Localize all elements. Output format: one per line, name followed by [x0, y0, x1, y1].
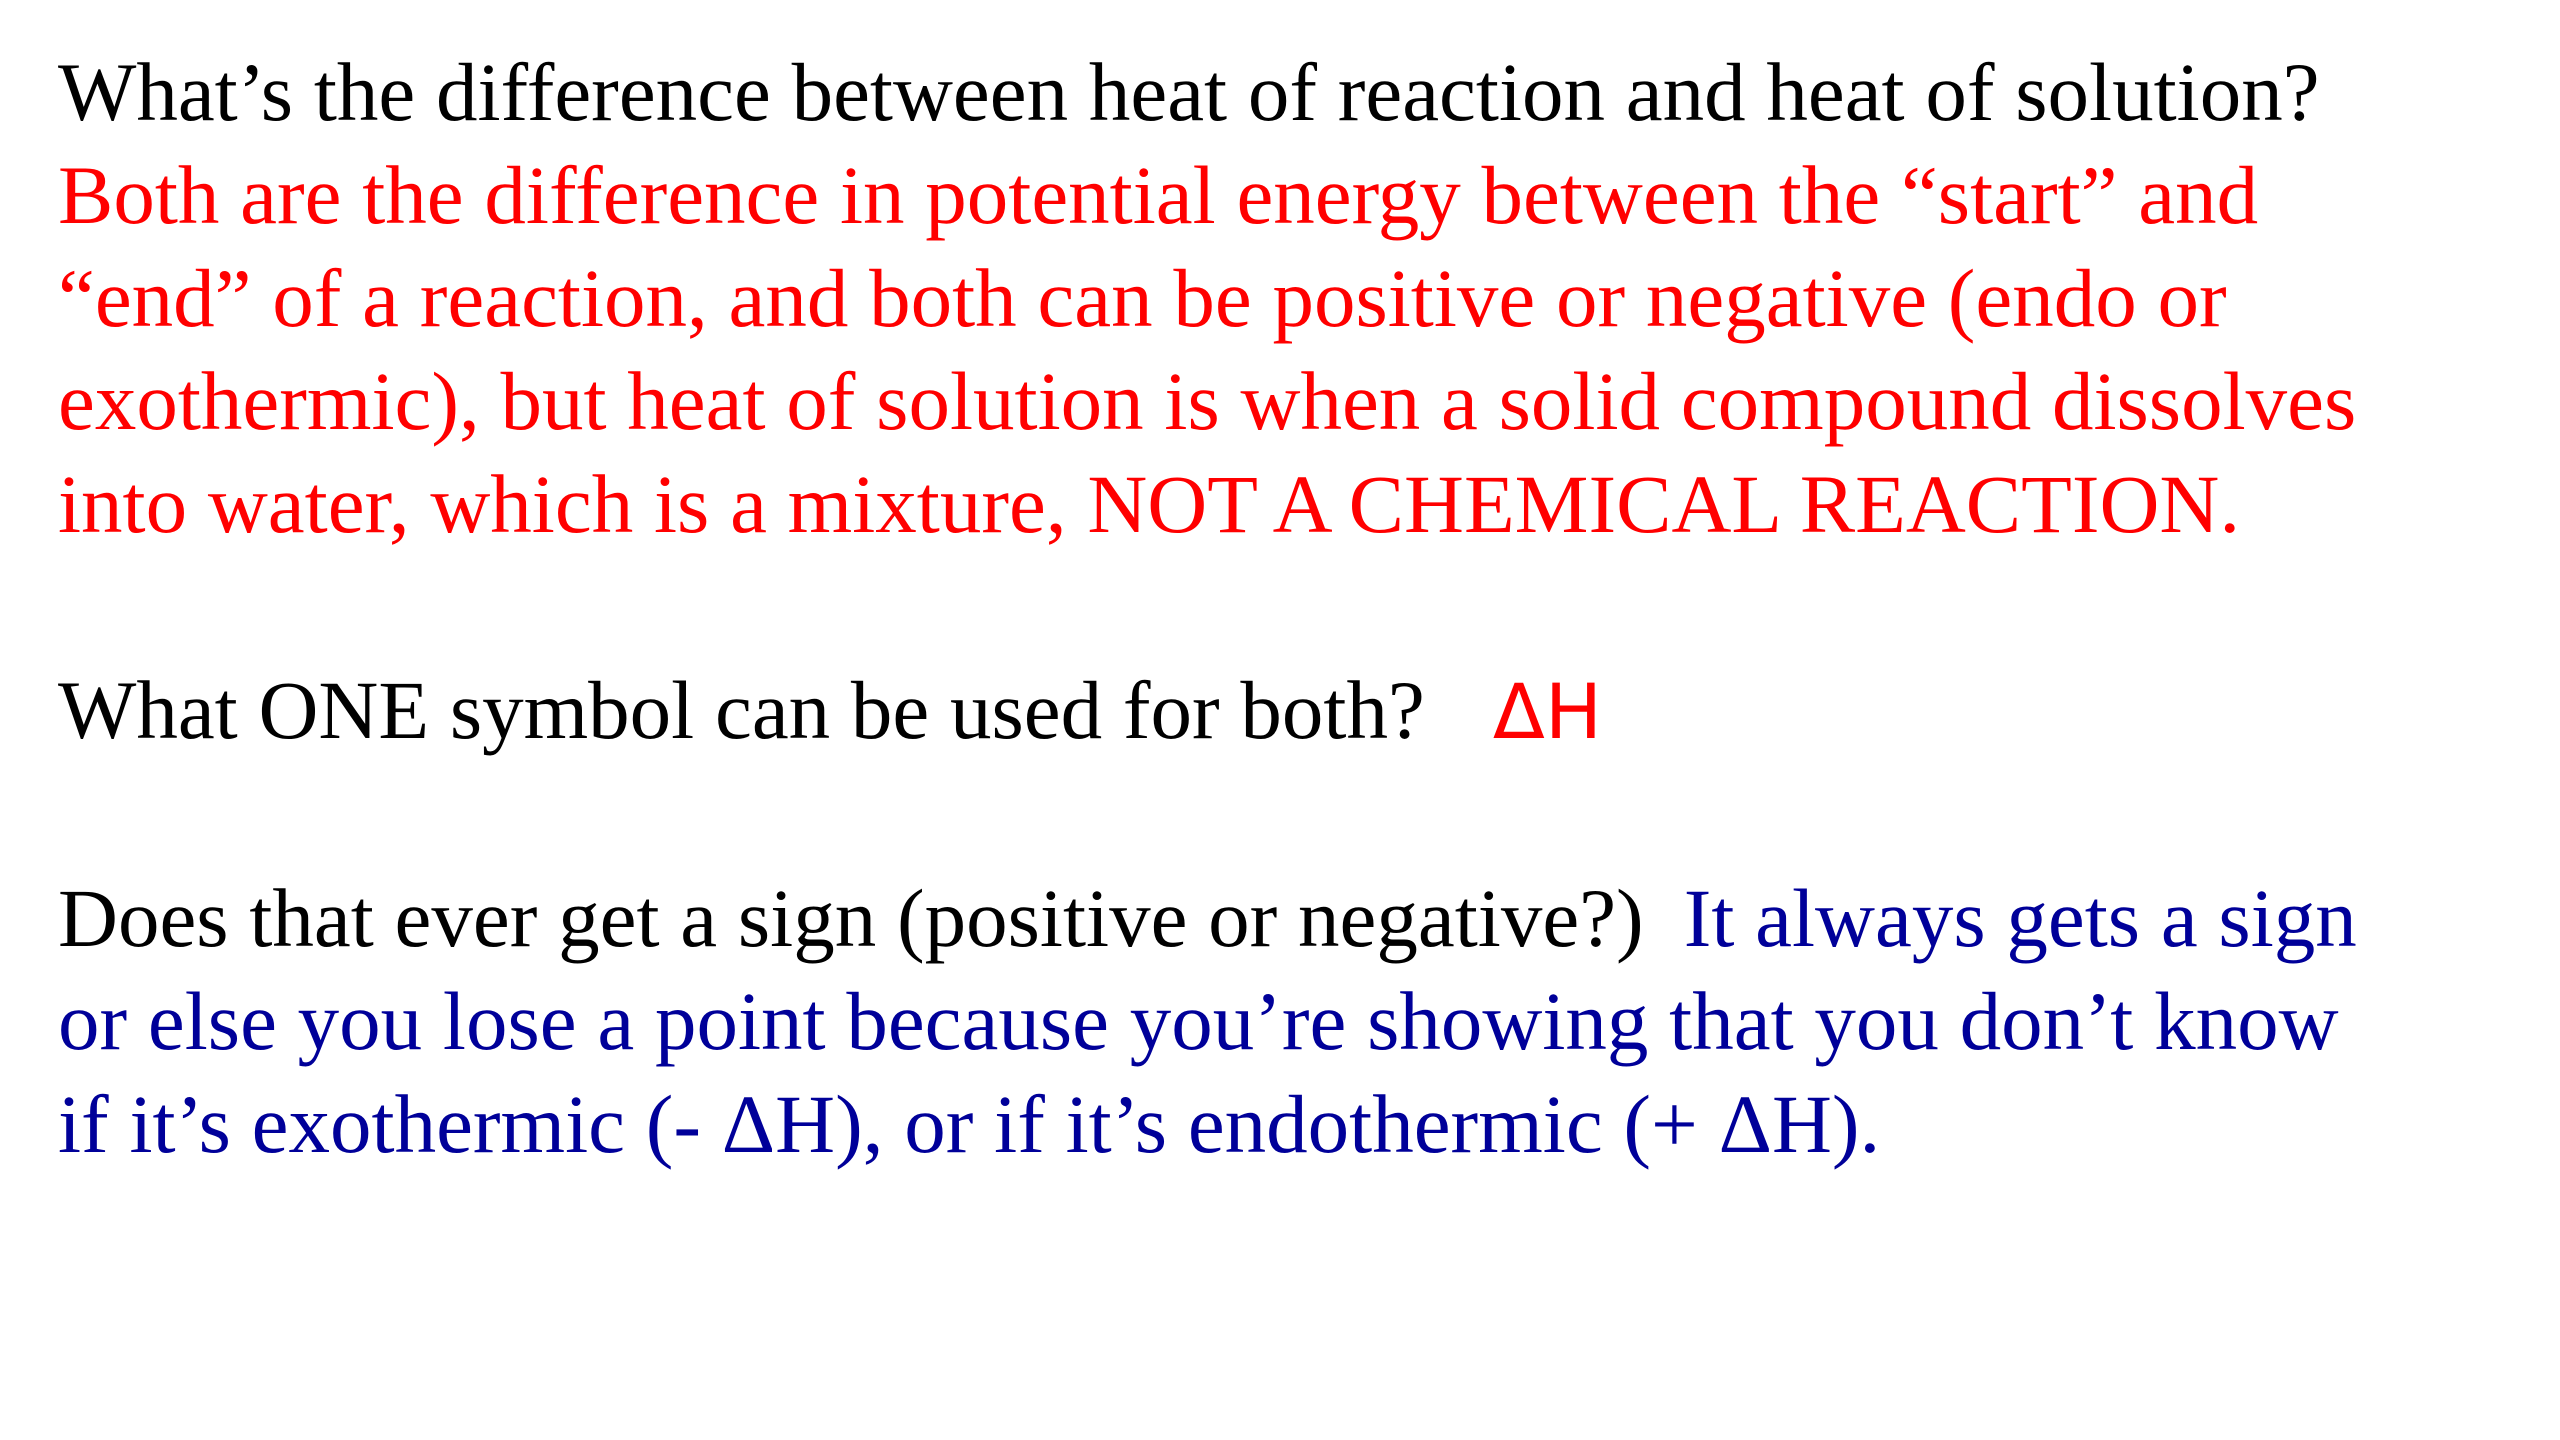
- answer-symbol-delta-h: ΔH: [1492, 667, 1602, 756]
- answer-sign-line-3: if it’s exothermic (- ΔH), or if it’s endothermic (+ ΔH).: [58, 1078, 1881, 1170]
- answer-sign-line-2: or else you lose a point because you’re showing that you don’t know: [58, 975, 2339, 1067]
- answer-heat-difference-line-2: “end” of a reaction, and both can be positive or negative (endo or: [58, 252, 2227, 344]
- answer-sign-inline: It always gets a sign: [1683, 872, 2357, 964]
- question-symbol-line: [58, 660, 1602, 762]
- answer-heat-difference-line-1: Both are the difference in potential energy between the “start” and: [58, 149, 2259, 241]
- question-sign: Does that ever get a sign (positive or negative?): [58, 872, 1644, 964]
- answer-heat-difference-line-4: into water, which is a mixture, NOT A CHEMICAL REACTION.: [58, 458, 2241, 550]
- question-heat-difference: What’s the difference between heat of reaction and heat of solution?: [58, 46, 2320, 138]
- answer-heat-difference-line-3: exothermic), but heat of solution is when a solid compound dissolves: [58, 355, 2357, 447]
- question-symbol: What ONE symbol can be used for both?: [58, 664, 1425, 756]
- question-sign-line: [58, 868, 2357, 968]
